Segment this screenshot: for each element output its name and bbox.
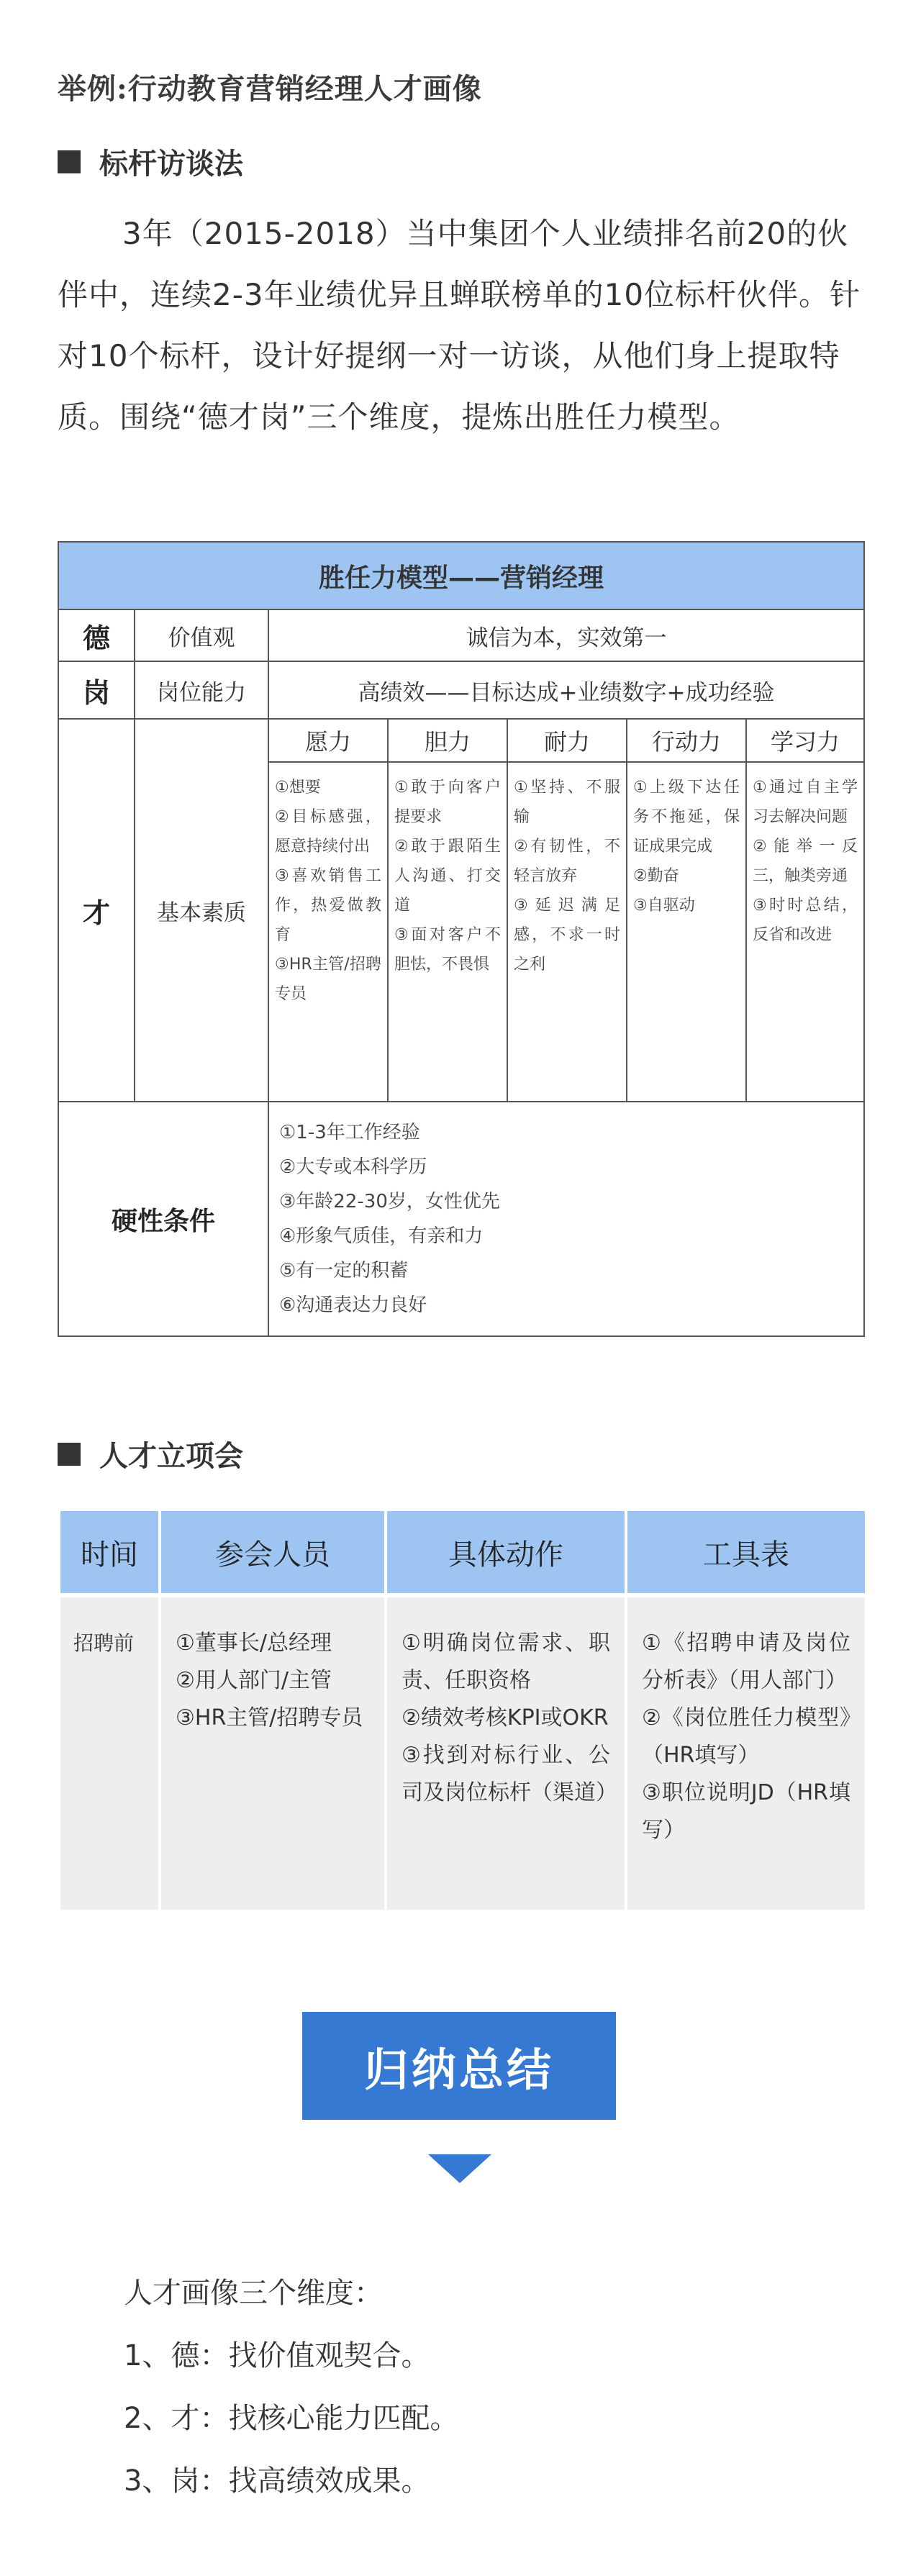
trait-item: ③延迟满足感，不求一时之利: [514, 897, 620, 974]
benchmark-paragraph: 3年（2015-2018）当中集团个人业绩排名前20的伙伴中，连续2-3年业绩优异且蝉联榜单的10位标杆伙伴。针对10个标杆，设计好提纲一对一访谈，从他们身上提取特质。围绕“德才岗”三个维度，提炼出胜任力模型。: [58, 216, 861, 435]
summary-banner: 归纳总结: [302, 2012, 616, 2120]
trait-name: 愿力: [268, 719, 388, 762]
list-item: ③找到对标行业、公司及岗位标杆（渠道）: [401, 1743, 617, 1805]
hard-condition-item: ⑥沟通表达力良好: [279, 1294, 427, 1316]
meeting-col-attendees: 参会人员: [161, 1511, 384, 1593]
meeting-heading-text: 人才立项会: [99, 1440, 243, 1473]
meeting-heading: [58, 1433, 243, 1474]
meeting-col-time: 时间: [60, 1511, 158, 1593]
de-sub: 价值观: [135, 609, 268, 661]
list-item: ②《岗位胜任力模型》（HR填写）: [642, 1705, 850, 1768]
summary-line: 3、岗：找高绩效成果。: [124, 2464, 430, 2498]
trait-item: ①上级下达任务不拖延，保证成果完成: [633, 779, 740, 856]
trait-item: ③HR主管/招聘专员: [275, 956, 381, 1003]
benchmark-heading: [58, 141, 243, 182]
trait-willpower: [268, 762, 388, 1102]
list-item: ③HR主管/招聘专员: [176, 1705, 363, 1731]
trait-name: 行动力: [627, 719, 746, 762]
hard-condition-item: ③年龄22-30岁，女性优先: [279, 1191, 500, 1212]
meeting-col-actions: 具体动作: [387, 1511, 625, 1593]
trait-name: 胆力: [388, 719, 507, 762]
list-item: ①董事长/总经理: [176, 1631, 332, 1656]
hard-condition-item: ②大专或本科学历: [279, 1156, 427, 1178]
gang-sub: 岗位能力: [135, 661, 268, 719]
trait-item: ②有韧性，不轻言放弃: [514, 838, 620, 885]
trait-learning: [746, 762, 864, 1102]
trait-endurance: [507, 762, 627, 1102]
hard-condition-item: ⑤有一定的积蓄: [279, 1260, 409, 1282]
trait-name: 学习力: [746, 719, 864, 762]
gang-label: 岗: [58, 661, 135, 719]
meeting-attendees: [161, 1597, 384, 1910]
meeting-time: 招聘前: [60, 1597, 158, 1910]
trait-item: ③面对客户不胆怯，不畏惧: [394, 926, 501, 974]
trait-item: ②敢于跟陌生人沟通、打交道: [394, 838, 501, 915]
meeting-table: [58, 1511, 868, 1910]
trait-item: ①通过自主学习去解决问题: [753, 779, 858, 826]
trait-item: ①敢于向客户提要求: [394, 779, 501, 826]
summary-line: 2、才：找核心能力匹配。: [124, 2402, 459, 2435]
trait-item: ②能举一反三，触类旁通: [753, 838, 858, 885]
list-item: ②绩效考核KPI或OKR: [401, 1705, 609, 1731]
trait-item: ①想要: [275, 779, 321, 797]
trait-item: ③时时总结，反省和改进: [753, 897, 858, 944]
trait-item: ①坚持、不服输: [514, 779, 620, 826]
trait-item: ③喜欢销售工作，热爱做教育: [275, 867, 381, 944]
square-bullet-icon: [58, 150, 81, 173]
trait-name: 耐力: [507, 719, 627, 762]
list-item: ③职位说明JD（HR填写）: [642, 1780, 850, 1843]
trait-action: [627, 762, 746, 1102]
square-bullet-icon: [58, 1443, 81, 1466]
trait-item: ②勤奋: [633, 867, 679, 885]
meeting-col-tools: 工具表: [627, 1511, 865, 1593]
de-value: 诚信为本，实效第一: [268, 609, 864, 661]
summary-line: 1、德：找价值观契合。: [124, 2339, 430, 2372]
list-item: ②用人部门/主管: [176, 1668, 332, 1693]
cai-sub: 基本素质: [135, 719, 268, 1102]
trait-courage: [388, 762, 507, 1102]
example-title: 举例:行动教育营销经理人才画像: [58, 72, 482, 106]
meeting-actions: [387, 1597, 625, 1910]
meeting-tools: [627, 1597, 865, 1910]
down-arrow-icon: [428, 2154, 491, 2183]
hard-condition-item: ④形象气质佳，有亲和力: [279, 1225, 484, 1247]
de-label: 德: [58, 609, 135, 661]
list-item: ①《招聘申请及岗位分析表》（用人部门）: [642, 1631, 850, 1693]
cai-label: 才: [58, 719, 135, 1102]
model-table-title: 胜任力模型——营销经理: [58, 542, 864, 609]
list-item: ①明确岗位需求、职责、任职资格: [401, 1631, 610, 1693]
summary-list: [124, 2262, 458, 2513]
gang-value: 高绩效——目标达成+业绩数字+成功经验: [268, 661, 864, 719]
table-row: [60, 1597, 865, 1910]
hard-conditions-label: 硬性条件: [58, 1102, 268, 1336]
benchmark-heading-text: 标杆访谈法: [99, 148, 243, 181]
summary-line: 人才画像三个维度：: [124, 2277, 383, 2310]
hard-condition-item: ①1-3年工作经验: [279, 1122, 420, 1143]
hard-conditions-list: [268, 1102, 864, 1336]
trait-item: ②目标感强，愿意持续付出: [275, 808, 381, 856]
competency-model-table: [58, 541, 865, 1337]
trait-item: ③自驱动: [633, 897, 695, 915]
